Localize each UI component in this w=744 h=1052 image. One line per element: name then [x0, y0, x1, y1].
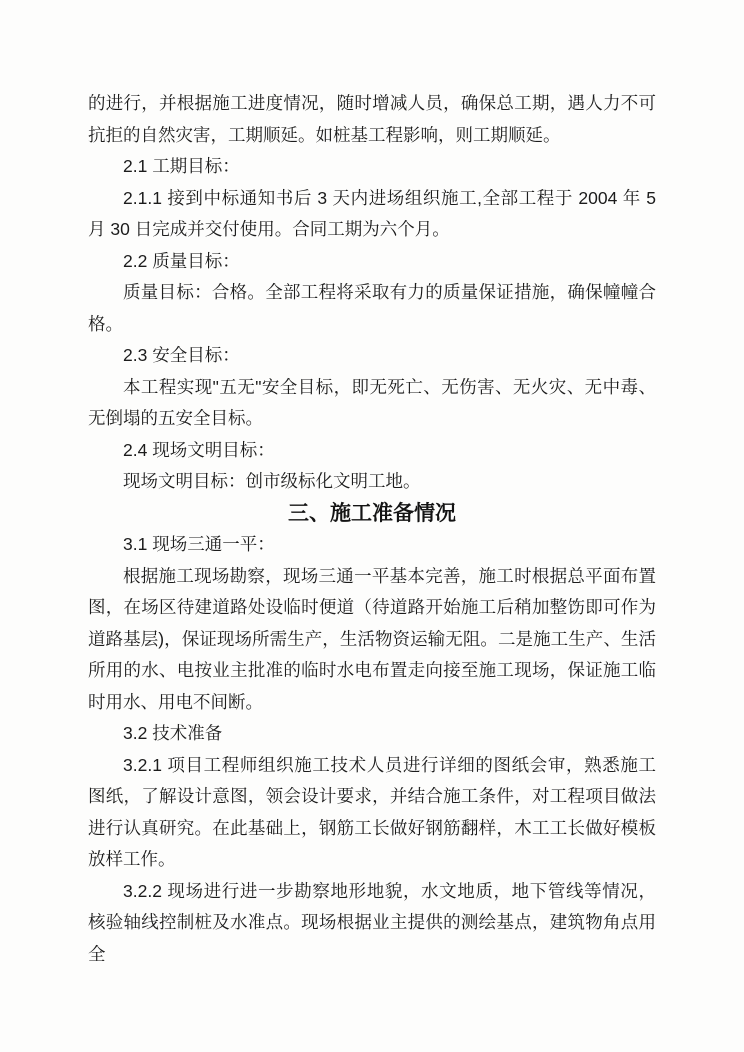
paragraph-2-1-1: 2.1.1 接到中标通知书后 3 天内进场组织施工,全部工程于 2004 年 5 月 30 日完成并交付使用。合同工期为六个月。 — [88, 187, 656, 239]
paragraph-3-2-2: 3.2.2 现场进行进一步勘察地形地貌，水文地质，地下管线等情况，核验轴线控制桩及水准点。现场根据业主提供的测绘基点，建筑物角点用全 — [88, 880, 656, 964]
paragraph-2-2-title: 2.2 质量目标： — [123, 250, 240, 271]
paragraph-3-2-title: 3.2 技术准备 — [123, 723, 223, 743]
paragraph-site-survey: 根据施工现场勘察，现场三通一平基本完善，施工时根据总平面布置图，在场区待建道路处设临时便道（待道路开始施工后稍加整饬即可作为道路基层)，保证现场所需生产，生活物资运输无阻。二是施工生产、生活所用的水、电按业主批准的临时水电布置走向接至施工现场，保证施工临时用水、用电不间断。 — [88, 565, 656, 712]
paragraph-continuation: 的进行，并根据施工进度情况，随时增减人员，确保总工期，遇人力不可抗拒的自然灾害，工期顺延。如桩基工程影响，则工期顺延。 — [88, 93, 656, 145]
paragraph-3-1-title: 3.1 现场三通一平： — [123, 534, 275, 554]
paragraph-2-1-title: 2.1 工期目标： — [123, 156, 240, 176]
document-content — [88, 88, 656, 970]
paragraph-2-4-title: 2.4 现场文明目标： — [123, 439, 275, 460]
paragraph-safety-goal: 本工程实现"五无"安全目标，即无死亡、无伤害、无火灾、无中毒、无倒塌的五安全目标。 — [88, 376, 656, 428]
paragraph-site-civility: 现场文明目标：创市级标化文明工地。 — [123, 471, 421, 491]
paragraph-3-2-1: 3.2.1 项目工程师组织施工技术人员进行详细的图纸会审，熟悉施工图纸，了解设计意图，领会设计要求，并结合施工条件，对工程项目做法进行认真研究。在此基础上，钢筋工长做好钢筋翻样，木工工长做好模板放样工作。 — [88, 754, 656, 869]
paragraph-quality-goal: 质量目标：合格。全部工程将采取有力的质量保证措施，确保幢幢合格。 — [88, 282, 656, 334]
paragraph-2-3-title: 2.3 安全目标： — [123, 345, 240, 365]
section-heading: 三、施工准备情况 — [288, 501, 456, 525]
